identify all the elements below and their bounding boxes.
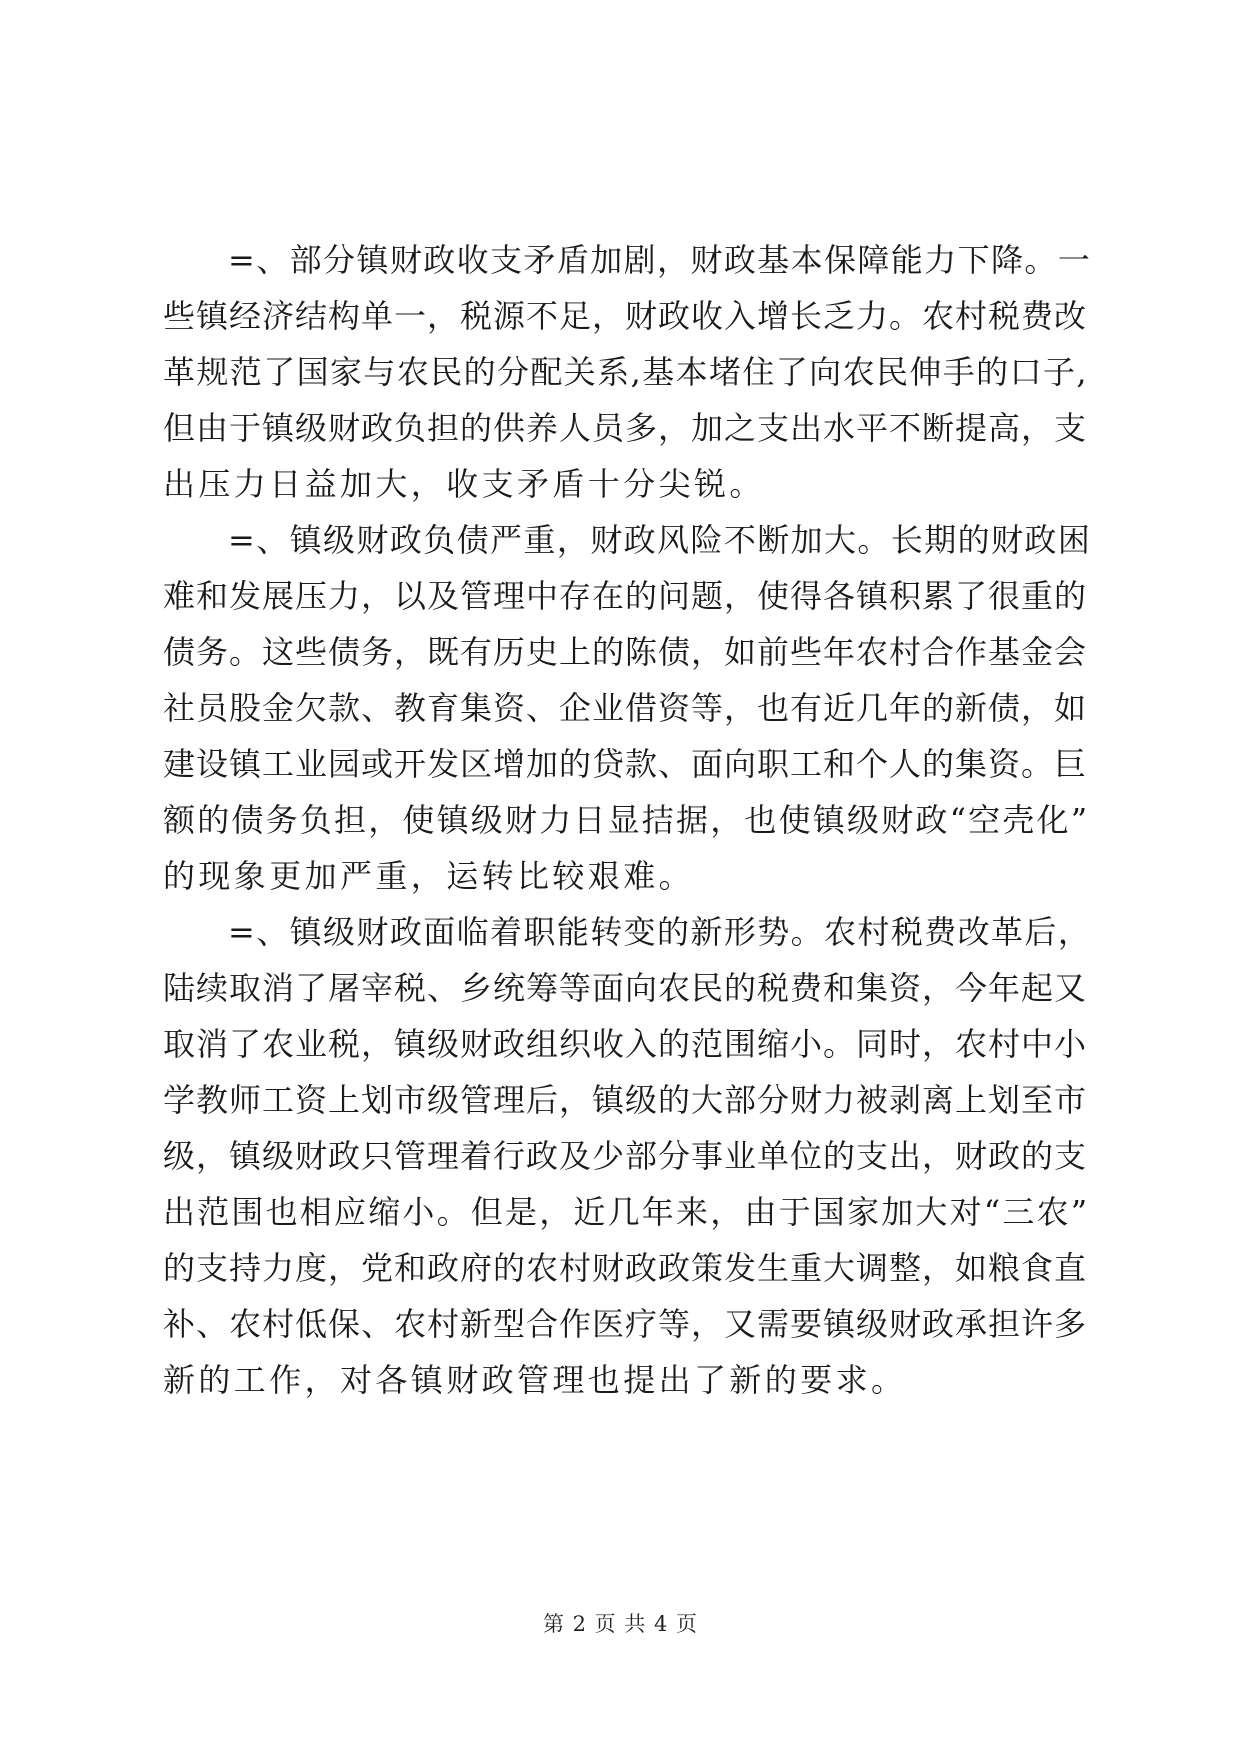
paragraph-1-line-1: =、部分镇财政收支矛盾加剧，财政基本保障能力下降。一 [228,241,1092,279]
paragraph-3-line-7: 的支持力度，党和政府的农村财政政策发生重大调整，如粮食直 [163,1249,1088,1287]
paragraph-2-line-4: 社员股金欠款、教育集资、企业借资等，也有近几年的新债，如 [163,689,1088,727]
paragraph-1-line-2: 些镇经济结构单一，税源不足，财政收入增长乏力。农村税费改 [163,297,1088,335]
paragraph-3-line-3: 取消了农业税，镇级财政组织收入的范围缩小。同时，农村中小 [163,1025,1088,1063]
paragraph-2-line-7: 的现象更加严重，运转比较艰难。 [163,857,695,895]
paragraph-2-line-1: =、镇级财政负债严重，财政风险不断加大。长期的财政困 [228,521,1092,559]
paragraph-2-line-6: 额的债务负担，使镇级财力日显拮据，也使镇级财政“空壳化” [163,801,1090,839]
paragraph-3-line-5: 级，镇级财政只管理着行政及少部分事业单位的支出，财政的支 [163,1137,1088,1175]
paragraph-2-line-3: 债务。这些债务，既有历史上的陈债，如前些年农村合作基金会 [163,633,1088,671]
paragraph-3-line-8: 补、农村低保、农村新型合作医疗等，又需要镇级财政承担许多 [163,1305,1088,1343]
paragraph-1-line-5: 出压力日益加大，收支矛盾十分尖锐。 [163,465,765,503]
paragraph-3-line-4: 学教师工资上划市级管理后，镇级的大部分财力被剥离上划至市 [163,1081,1088,1119]
paragraph-2-line-5: 建设镇工业园或开发区增加的贷款、面向职工和个人的集资。巨 [163,745,1088,783]
paragraph-1-line-4: 但由于镇级财政负担的供养人员多，加之支出水平不断提高，支 [163,409,1088,447]
paragraph-3-line-1: =、镇级财政面临着职能转变的新形势。农村税费改革后， [228,913,1092,951]
paragraph-3-line-9: 新的工作，对各镇财政管理也提出了新的要求。 [163,1361,907,1399]
paragraph-3-line-2: 陆续取消了屠宰税、乡统筹等面向农民的税费和集资，今年起又 [163,969,1088,1007]
paragraph-3-line-6: 出范围也相应缩小。但是，近几年来，由于国家加大对“三农” [163,1193,1090,1231]
paragraph-2-line-2: 难和发展压力，以及管理中存在的问题，使得各镇积累了很重的 [163,577,1088,615]
page-number-footer: 第 2 页 共 4 页 [542,1612,699,1636]
paragraph-1-line-3: 革规范了国家与农民的分配关系,基本堵住了向农民伸手的口子, [163,353,1088,391]
